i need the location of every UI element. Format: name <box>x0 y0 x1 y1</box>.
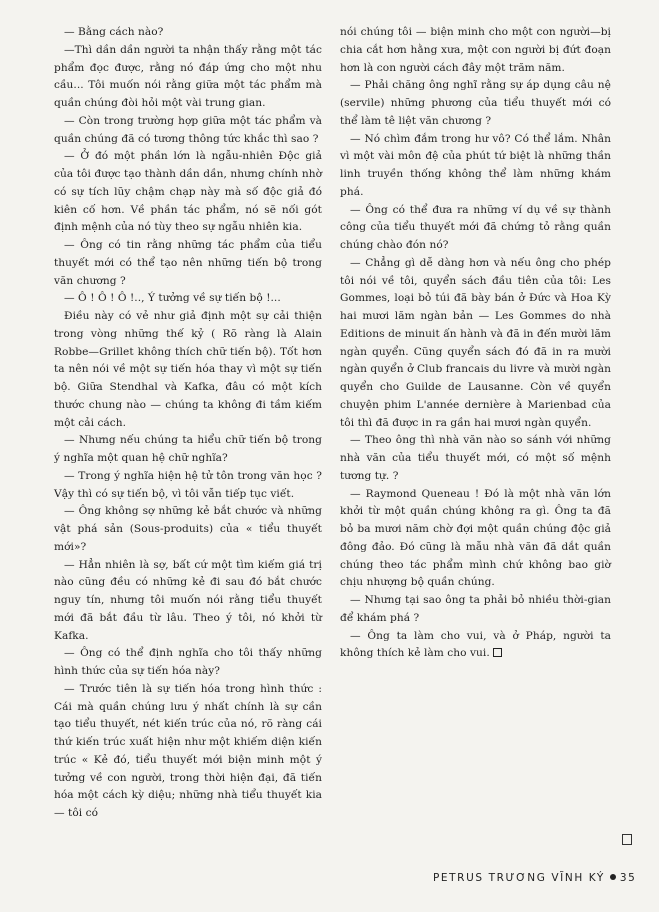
paragraph: — Ông không sợ những kẻ bắt chước và những vật phá sản (Sous-produits) của « tiểu thuyết mới»? <box>54 505 322 553</box>
paragraph: — Trước tiên là sự tiến hóa trong hình thức : Cái mà quần chúng lưu ý nhất chính là sự cần tạo tiểu thuyết, nét kiến trúc của nó, rõ ràng cái thứ kiến trúc xuất hiện như một khiếm diện kiến trúc « Kẻ đó, tiểu thuyết mới biện minh một ý tưởng về con người, trong thời hiện đại, đã tiến hóa một cách kỳ diệu; những nhà tiểu thuyết kia — tôi có <box>54 682 322 819</box>
page-number: 35 <box>619 872 637 884</box>
paragraph: — Nó chìm đắm trong hư vô? Có thể lắm. Nhân vì một vài môn đệ của phút tứ biệt là những thần linh truyền thống không thể làm những khám phá. <box>340 132 611 198</box>
paragraph: — Ông có tin rằng những tác phẩm của tiểu thuyết mới có thể tạo nên những tiến bộ trong văn chương ? <box>54 239 322 287</box>
paragraph-text: — Ông ta làm cho vui, và ở Pháp, người ta không thích kẻ làm cho vui. <box>340 629 611 660</box>
paragraph: — Ông có thể định nghĩa cho tôi thấy những hình thức của sự tiến hóa này? <box>54 647 322 677</box>
paragraph: — Theo ông thì nhà văn nào so sánh với những nhà văn của tiểu thuyết mới, có một số mệnh tương tự. ? <box>340 434 611 482</box>
paragraph: nói chúng tôi — biện minh cho một con người—bị chia cắt hơn hằng xưa, một con người bị đứt đoạn hơn là con người cách đây một trăm năm. <box>340 26 611 74</box>
paragraph: —Thì dần dần người ta nhận thấy rằng một tác phẩm đọc được, rằng nó đáp ứng cho một nhu cầu... Tôi muốn nói rằng giữa một tác phẩm mà quần chúng đòi hỏi một vài trung gian. <box>54 43 322 109</box>
paragraph: — Ô ! Ô ! Ô !.., Ý tưởng về sự tiến bộ !... <box>64 292 281 305</box>
paragraph: Điều này có vẻ như giả định một sự cải thiện trong vòng những thế kỷ ( Rõ ràng là Alain Robbe—Grillet không thích chữ tiến bộ). Tốt hơn ta nên nói về một sự tiến hóa thay vì một sự tiến bộ. Giữa Stendhal và Kafka, đâu có một kích thước chung nào — chúng ta không đi tầm kiếm một cải cách. <box>54 310 322 429</box>
paragraph: — Ở đó một phần lớn là ngẫu-nhiên Độc giả của tôi được tạo thành dần dần, nhưng chính nhờ có sự tích lũy chậm chạp này mà số độc giả đó kiên cố hơn. Về phần tác phẩm, nó sẽ nối gót định mệnh của nó tùy theo sự ngẫu nhiên kia. <box>54 150 322 234</box>
bullet-icon <box>610 874 616 880</box>
paragraph: — Trong ý nghĩa hiện hệ tử tôn trong văn học ? Vậy thì có sự tiến bộ, vì tôi vẫn tiếp tục viết. <box>54 469 322 500</box>
paragraph: — Phải chăng ông nghĩ rằng sự áp dụng câu nệ (servile) những phương của tiểu thuyết mới có thể làm tê liệt văn chương ? <box>340 79 611 127</box>
footer-author: PETRUS TRƯƠNG VĨNH KÝ <box>433 872 605 884</box>
right-column <box>340 24 611 663</box>
paragraph: — Chẳng gì dễ dàng hơn và nếu ông cho phép tôi nói về tôi, quyển sách đầu tiên của tôi: Les Gommes, loại bỏ túi đã bày bán ở Đức và Hoa Kỳ hai mươi lăm ngàn bản — Les Gommes do nhà Editions de minuit ấn hành và đã in đến mười lăm ngàn quyển. Cũng quyển sách đó đã in ra mười ngàn quyển ở Club francais du livre và mười ngàn quyển cho Guilde de Lausanne. Còn về quyển chuyện phim L'année dernière à Marienbad của tôi thì đã được in ra gần hai mươi ngàn quyển. <box>340 256 611 429</box>
end-of-article-icon <box>493 648 502 657</box>
page-footer <box>433 872 636 884</box>
paragraph: — Nhưng tại sao ông ta phải bỏ nhiều thời-gian để khám phá ? <box>340 594 611 624</box>
paragraph: — Raymond Queneau ! Đó là một nhà văn lớn khởi từ một quần chúng không ra gì. Ông ta đã bỏ ba mươi năm chờ đợi một quần chúng độc giả đông đảo. Đó cũng là mẫu nhà văn đã dắt quần chúng theo tác phẩm mình chứ không bao giờ chịu nhượng bộ quần chúng. <box>340 487 611 589</box>
page-corner-icon <box>622 834 632 845</box>
paragraph: — Bằng cách nào? <box>64 26 164 38</box>
paragraph: — Còn trong trường hợp giữa một tác phẩm và quần chúng đã có tương thông tức khắc thì sao ? <box>54 114 322 145</box>
left-column <box>54 24 322 823</box>
paragraph: — Nhưng nếu chúng ta hiểu chữ tiến bộ trong ý nghĩa một quan hệ chữ nghĩa? <box>54 434 322 464</box>
paragraph-last <box>340 628 611 664</box>
paragraph: — Hẳn nhiên là sợ, bất cứ một tìm kiếm giá trị nào cũng đều có những kẻ đi sau đó bắt chước nguy tín, nhưng tôi muốn nói rằng tiểu thuyết mới đã bắt đầu từ lâu. Theo ý tôi, nó khởi từ Kafka. <box>54 558 322 642</box>
paragraph: — Ông có thể đưa ra những ví dụ về sự thành công của tiểu thuyết mới đã chứng tỏ rằng quần chúng chào đón nó? <box>340 203 611 251</box>
